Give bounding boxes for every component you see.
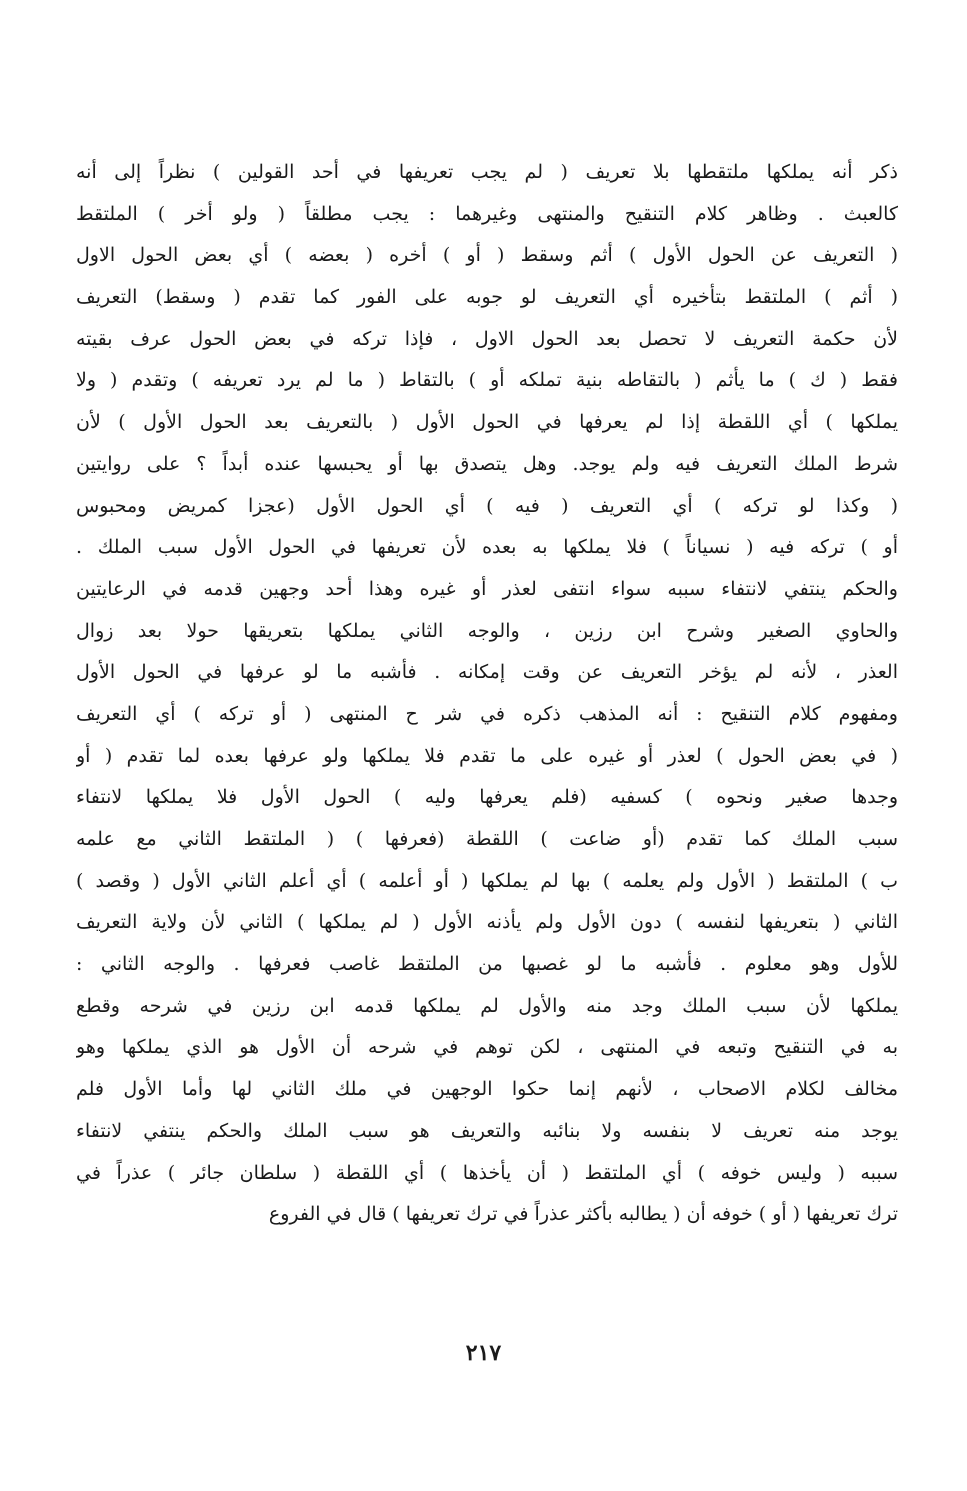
text-line: سببه ( وليس خوفه ) أي الملتقط ( أن يأخذها ) أي اللقطة ( سلطان جائر ) عذراً في bbox=[76, 1161, 898, 1184]
text-line: لأن حكمة التعريف لا تحصل بعد الحول الاول ، فإذا تركه في بعض الحول عرف بقيته bbox=[76, 327, 898, 350]
text-line: ( التعريف عن الحول الأول ) أثم وسقط ( أو ) أخره ( بعضه ) أي بعض الحول الاول bbox=[76, 244, 898, 267]
body-text bbox=[76, 152, 898, 1236]
text-line: ذكر أنه يملكها ملتقطها بلا تعريف ( لم يجب تعريفها في أحد القولين ) نظراً إلى أنه bbox=[76, 161, 898, 183]
text-line: فقط ( ك ) ما يأثم ( بالتقاطه بنية تملكه أو ) بالتقاط ( ما لم يرد تعريفه ) وتقدم ( ولا bbox=[76, 369, 898, 392]
text-line: يوجد منه تعريف لا بنفسه ولا بنائبه والتعريف هو سبب الملك والحكم ينتفي لانتفاء bbox=[76, 1119, 898, 1142]
text-line: يملكها ) أي اللقطة إذا لم يعرفها في الحول الأول ( بالتعريف بعد الحول الأول ) لأن bbox=[76, 411, 898, 434]
text-line: مخالف لكلام الاصحاب ، لأنهم إنما حكوا الوجهين في ملك الثاني لها وأما الأول فلم bbox=[76, 1078, 898, 1101]
text-line: يملكها لأن سبب الملك وجد منه والأول لم يملكها قدمه ابن رزين في شرحه وقطع bbox=[76, 994, 898, 1017]
text-line: العذر ، لأنه لم يؤخر التعريف عن وقت إمكانه . فأشبه ما لو عرفها في الحول الأول bbox=[76, 661, 898, 684]
text-line: ب ) الملتقط ( الأول ولم يعلمه ) بها لم يملكها ( أو أعلمه ) أي أعلم الثاني الأول ( وقصد ) bbox=[76, 869, 898, 892]
text-line: أو ) تركه فيه ( نسياناً ) فلا يملكها به بعده لأن تعريفها في الحول الأول سبب الملك . bbox=[76, 536, 898, 559]
text-line: الثاني ( بتعريفها لنفسه ) دون الأول ولم يأذنه الأول ( لم يملكها ) الثاني لأن ولاية التعريف bbox=[76, 911, 898, 934]
text-line: للأول وهو معلوم . فأشبه ما لو غصبها من الملتقط غاصب فعرفها . والوجه الثاني : bbox=[76, 953, 898, 976]
text-line: ومفهوم كلام التنقيح : أنه المذهب ذكره في شر ح المنتهى ( أو تركه ) أي التعريف bbox=[76, 702, 898, 725]
page-number: ٢١٧ bbox=[465, 1340, 502, 1366]
text-line: سبب الملك كما تقدم (أو ضاعت ) اللقطة (فعرفها ) ( الملتقط الثاني مع علمه bbox=[76, 828, 898, 850]
text-line: ترك تعريفها ( أو ) خوفه أن ( يطالبه بأكثر عذراً في ترك تعريفها ) قال في الفروع bbox=[268, 1203, 898, 1226]
text-line: شرط الملك التعريف فيه ولم يوجد. وهل يتصدق بها أو يحبسها عنده أبداً ؟ على روايتين bbox=[76, 452, 898, 475]
text-line: ( أثم ) الملتقط بتأخيره أي التعريف لو جوبه على الفور كما تقدم ( وسقط) التعريف bbox=[76, 286, 898, 309]
text-line: والحاوي الصغير وشرح ابن رزين ، والوجه الثاني يملكها بتعريقها حولا بعد زوال bbox=[76, 619, 898, 642]
text-line: وجدها صغير ونحوه ) كسفيه (فلم يعرفها وليه ) الحول الأول فلا يملكها لانتفاء bbox=[76, 786, 898, 809]
text-line: به في التنقيح وتبعه في المنتهى ، لكن توهم في شرحه أن الأول هو الذي يملكها وهو bbox=[76, 1036, 898, 1059]
text-line: ( وكذا لو تركه ) أي التعريف ( فيه ) أي الحول الأول (عجزا كمريض ومحبوس bbox=[76, 494, 898, 517]
text-line: والحكم ينتفي لانتفاء سببه سواء انتفى لعذر أو غيره وهذا أحد وجهين قدمه في الرعايتين bbox=[76, 577, 898, 600]
text-line: ( في بعض الحول ) لعذر أو غيره على ما تقدم فلا يملكها ولو عرفها بعده لما تقدم ( أو bbox=[76, 744, 898, 767]
text-line: كالعبث . وظاهر كلام التنقيح والمنتهى وغيرهما : يجب مطلقاً ( ولو أخر ) الملتقط bbox=[76, 202, 898, 225]
